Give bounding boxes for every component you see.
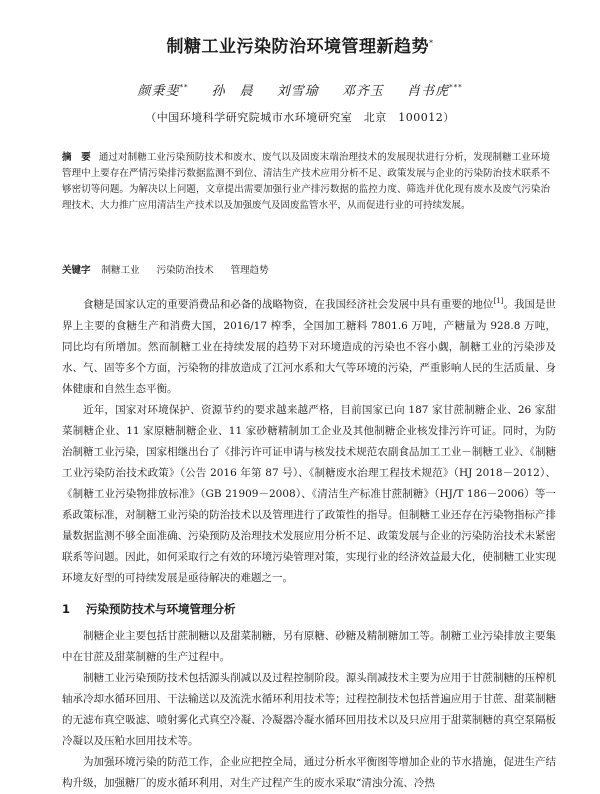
title-footnote-mark: * xyxy=(429,38,434,48)
paper-title xyxy=(0,32,600,57)
author: 孙 晨 xyxy=(211,84,254,99)
paragraph: 为加强环境污染的防范工作，企业应把控全局，通过分析水平衡图等增加企业的节水措施，促进生产结构升级，加强糖厂的废水循环利用，对生产过程产生的废水采取“清浊分流、冷热 xyxy=(62,755,556,789)
section-number: 1 xyxy=(62,601,71,616)
keyword: 管理趋势 xyxy=(230,265,269,276)
author: 邓齐玉 xyxy=(341,84,384,99)
section-heading xyxy=(62,599,556,620)
affiliation: （中国环境科学研究院城市水环境研究室 北京 100012） xyxy=(145,111,455,124)
keyword: 污染防治技术 xyxy=(156,265,214,276)
paragraph: 制糖企业主要包括甘蔗制糖以及甜菜制糖，另有原糖、砂糖及精制糖加工等。制糖工业污染排放主要集中在甘蔗及甜菜制糖的生产过程中。 xyxy=(62,629,556,663)
section-title: 污染预防技术与环境管理分析 xyxy=(86,601,236,616)
author-list xyxy=(0,80,600,99)
citation: [1] xyxy=(493,297,504,305)
keywords-label: 关键字 xyxy=(62,265,91,276)
author: 颜秉斐** xyxy=(137,83,189,99)
keywords xyxy=(62,263,550,279)
abstract xyxy=(62,150,550,214)
paragraph: 制糖工业污染预防技术包括源头削减以及过程控制阶段。源头削减技术主要为应用于甘蔗制糖的压榨机轴承冷却水循环回用、干法输送以及流洗水循环利用技术等；过程控制技术包括普遍应用于甘蔗、甜菜制糖的无滤布真空吸滤、喷射雾化式真空冷凝、冷凝器冷凝水循环回用技术以及只应用于甜菜制糖的真空泵隔板冷凝以及压粕水回用技术等。 xyxy=(62,671,556,747)
author: 刘雪瑜 xyxy=(276,84,319,99)
abstract-text: 通过对制糖工业污染预防技术和废水、废气以及固废末端治理技术的发展现状进行分析，发现制糖工业环境管理中上要存在严情污染排污数据监测不到位、清洁生产技术应用分析不足、政策发展与企业的污染防治技术联系不够密切等问题。为解决以上问题，文章提出需要加强行业产排污数据的监控力度、筛选并优化现有废水及废气污染治理技术、大力推广应用清洁生产技术以及加强废气及固废监管水平，从而促进行业的可持续发展。 xyxy=(62,152,550,211)
title-text: 制糖工业污染防治环境管理新趋势 xyxy=(166,37,429,57)
abstract-label: 摘 要 xyxy=(62,152,91,163)
keyword: 制糖工业 xyxy=(101,265,140,276)
paragraph: 近年，国家对环境保护、资源节约的要求越来越严格，目前国家已向 187 家甘蔗制糖企业、26 家甜菜制糖企业、11 家原糖制糖企业、11 家砂糖精制加工企业及其他制糖企业核发排污许可证。同时，为防治制糖工业污染，国家相继出台了《排污许可证申请与核发技术规范农副食品加工工业－制糖工业》、《制糖工业污染防治技术政策》（公告 2016 年第 87 号）、《制糖废水治理工程技术规范》（HJ 2018－2012）、《制糖工业污染物排放标准》（GB 21909－2008）、《清洁生产标准甘蔗制糖》（HJ/T 186－2006）等一系政策标准，对制糖工业污染的防治技术以及管理进行了政策性的指导。但制糖工业还存在污染物指标产排量数据监测不够全面准确、污染预防及治理技术发展应用分析不足、政策发展与企业的污染防治技术未紧密联系等问题。因此，如何采取行之有效的环境污染管理对策，实现行业的经济效益最大化，使制糖工业实现环境友好型的可持续发展是亟待解决的难题之一。 xyxy=(62,403,556,584)
paragraph: 食糖是国家认定的重要消费品和必备的战略物资，在我国经济社会发展中具有重要的地位[1]。我国是世界上主要的食糖生产和消费大国，2016/17 榨季，全国加工糖料 7801.6 万吨，产糖量为 928.8 万吨，同比均有所增加。然而制糖工业在持续发展的趋势下对环境造成的污染也不容小觑，制糖工业的污染涉及水、气、固等多个方面，污染物的排放造成了江河水系和大气等环境的污染，严重影响人民的生活质量、身体健康和自然生态平衡。 xyxy=(62,297,557,395)
body-text xyxy=(62,291,556,794)
author: 肖书虎*** xyxy=(407,83,463,99)
